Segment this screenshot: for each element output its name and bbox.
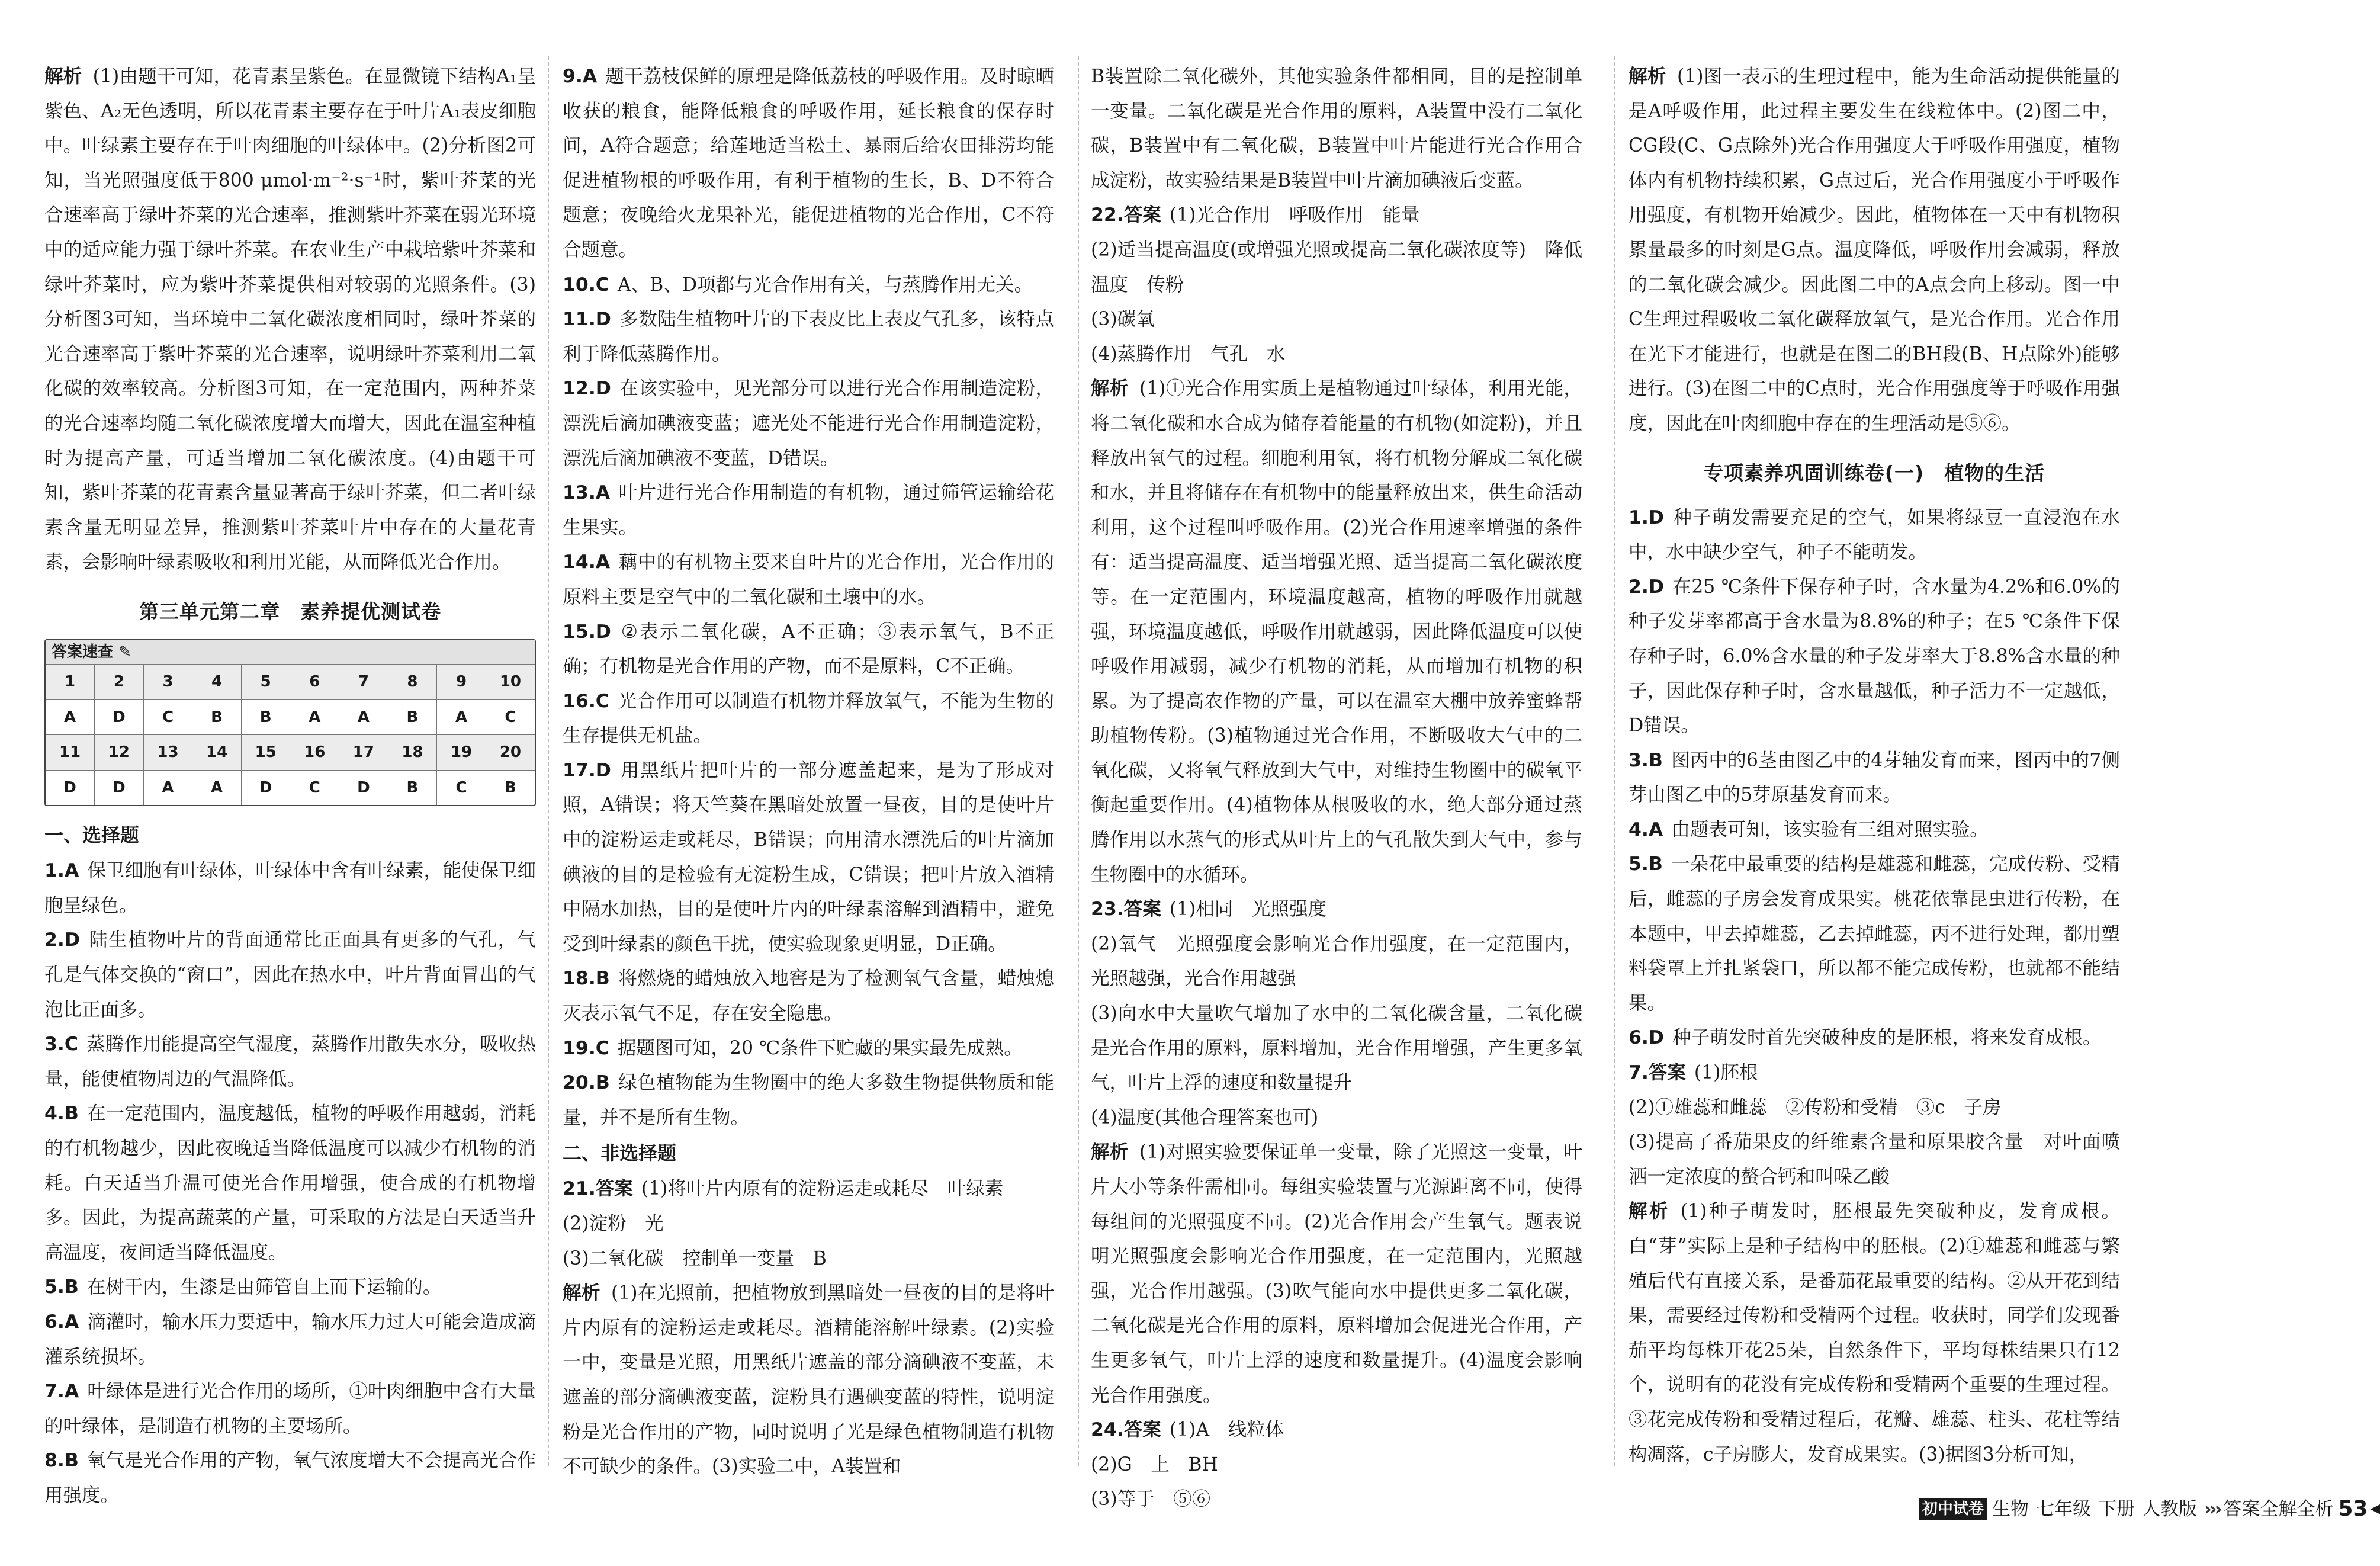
item-number: 15.D <box>563 621 611 643</box>
answer-line <box>1091 892 1582 927</box>
answer-key-cell: 15 <box>241 735 290 771</box>
answer-key-cell: D <box>95 699 144 735</box>
answer-line <box>1091 927 1582 996</box>
item-text: 种子萌发时首先突破种皮的是胚根，将来发育成根。 <box>1672 1027 2102 1049</box>
question-24 <box>1091 1413 1582 1517</box>
answer-line <box>1091 1413 1582 1448</box>
item-text: 在该实验中，见光部分可以进行光合作用制造淀粉，漂洗后滴加碘液变蓝；遮光处不能进行光合作用制造淀粉，漂洗后滴加碘液不变蓝，D错误。 <box>563 378 1054 469</box>
item-number: 5.B <box>1629 853 1663 875</box>
answer-item <box>1629 847 2120 1021</box>
answer-line <box>1091 302 1582 337</box>
item-text: 种子萌发需要充足的空气，如果将绿豆一直浸泡在水中，水中缺少空气，种子不能萌发。 <box>1629 506 2120 563</box>
answer-line <box>1629 1090 2120 1125</box>
item-text: ②表示二氧化碳，A不正确；③表示氧气，B不正确；有机物是光合作用的产物，而不是原料，C不正确。 <box>563 621 1054 678</box>
item-text: 在25 ℃条件下保存种子时，含水量为4.2%和6.0%的种子发芽率都高于含水量为8.8%的种子；在5 ℃条件下保存种子时，6.0%含水量的种子发芽率大于8.8%含水量的种子，因此保存种子时，含水量越低，种子活力不一定越低，D错误。 <box>1629 576 2120 737</box>
part-title: 一、选择题 <box>44 824 140 847</box>
item-number: 20.B <box>563 1072 610 1094</box>
answer-key-cell: C <box>437 770 486 805</box>
answer-item <box>563 268 1054 303</box>
chevron-right-icon: ››› <box>2204 1498 2220 1520</box>
answer-line <box>1091 996 1582 1100</box>
item-text: 图丙中的6茎由图乙中的4芽轴发育而来，图丙中的7侧芽由图乙中的5芽原基发育而来。 <box>1629 749 2120 806</box>
answer-key-cell: 8 <box>388 665 437 699</box>
answer-key-cell: 16 <box>290 735 339 771</box>
answer-item <box>44 1096 536 1270</box>
answer-items <box>563 59 1054 1135</box>
answer-key-cell: D <box>339 770 388 805</box>
answer-item <box>44 1443 536 1513</box>
question-23 <box>1091 892 1582 1413</box>
item-number: 2.D <box>44 929 81 951</box>
answer-text: (3)等于 ⑤⑥ <box>1091 1488 1211 1510</box>
column-2 <box>563 59 1054 1478</box>
item-number: 1.D <box>1629 506 1665 528</box>
item-number: 11.D <box>563 309 611 330</box>
item-number: 18.B <box>563 968 610 990</box>
item-number: 17.D <box>563 759 611 781</box>
answer-item <box>44 1305 536 1374</box>
analysis-tag: 解析 <box>1629 1201 1670 1222</box>
column-4 <box>1629 59 2120 1465</box>
item-text: 用黑纸片把叶片的一部分遮盖起来，是为了形成对照，A错误；将天竺葵在黑暗处放置一昼夜，目的是使叶片中的淀粉运走或耗尽，B错误；向用清水漂洗后的叶片滴加碘液的目的是检验有无淀粉生成，C错误；把叶片放入酒精中隔水加热，目的是使叶片内的叶绿素溶解到酒精中，避免受到叶绿素的颜色干扰，使实验现象更明显，D正确。 <box>563 759 1054 955</box>
item-number: 7.A <box>44 1381 79 1403</box>
item-text: 由题表可知，该实验有三组对照实验。 <box>1671 819 1989 840</box>
analysis-text: (1)种子萌发时，胚根最先突破种皮，发育成根。白“芽”实际上是种子结构中的胚根。(2)①雄蕊和雌蕊与繁殖后代有直接关系，是番茄花最重要的结构。②从开花到结果，需要经过传粉和受精两个过程。收获时，同学们发现番茄平均每株开花25朵，自然条件下，平均每株结果只有12个，说明有的花没有完成传粉和受精两个重要的生理过程。③花完成传粉和受精过程后，花瓣、雄蕊、柱头、花柱等结构凋落，c子房膨大，发育成果实。(3)据图3分析可知， <box>1629 1201 2120 1465</box>
question-22 <box>1091 198 1582 892</box>
question-number: 24.答案 <box>1091 1419 1161 1441</box>
answer-item <box>1629 570 2120 743</box>
answer-text: (1)A 线粒体 <box>1169 1419 1284 1441</box>
item-number: 12.D <box>563 378 611 400</box>
answer-items <box>1629 500 2120 1056</box>
item-text: 将燃烧的蜡烛放入地窖是为了检测氧气含量，蜡烛熄灭表示氧气不足，存在安全隐患。 <box>563 968 1054 1025</box>
answer-key-cell: 5 <box>241 665 290 699</box>
answer-item <box>1629 1021 2120 1055</box>
brand-logo: 初中试卷 <box>1919 1498 1987 1520</box>
answer-text: (1)相同 光照强度 <box>1169 898 1326 920</box>
answer-key-table <box>44 639 536 806</box>
answer-text: (3)向水中大量吹气增加了水中的二氧化碳含量，二氧化碳是光合作用的原料，原料增加，光合作用增强，产生更多氧气，叶片上浮的速度和数量提升 <box>1091 1003 1582 1094</box>
item-text: 保卫细胞有叶绿体，叶绿体中含有叶绿素，能使保卫细胞呈绿色。 <box>44 860 536 916</box>
pencil-icon: ✎ <box>118 643 131 661</box>
answer-text: (1)胚根 <box>1694 1062 1758 1084</box>
answer-line <box>1629 1055 2120 1090</box>
answer-key-row <box>46 735 535 771</box>
column-divider <box>1078 56 1079 1466</box>
answer-key-cell: A <box>46 699 95 735</box>
footer-edition: 人教版 <box>2142 1498 2198 1520</box>
answer-key-cell: 6 <box>290 665 339 699</box>
answer-key-cell: 12 <box>95 735 144 771</box>
answer-item <box>563 684 1054 753</box>
item-number: 9.A <box>563 66 598 87</box>
continued-paragraph: B装置除二氧化碳外，其他实验条件都相同，目的是控制单一变量。二氧化碳是光合作用的原料，A装置中没有二氧化碳，B装置中有二氧化碳，B装置中叶片能进行光合作用合成淀粉，故实验结果是B装置中叶片滴加碘液后变蓝。 <box>1091 66 1582 191</box>
answer-key-title: 答案速查 ✎ <box>46 640 535 665</box>
answer-line <box>563 1241 1054 1276</box>
item-number: 3.C <box>44 1034 79 1055</box>
answer-key-cell: B <box>388 770 437 805</box>
answer-text: (3)提高了番茄果皮的纤维素含量和原果胶含量 对叶面喷洒一定浓度的螯合钙和叫哚乙酸 <box>1629 1131 2120 1188</box>
answer-item <box>563 753 1054 962</box>
item-number: 2.D <box>1629 576 1665 598</box>
answer-text: (2)淀粉 光 <box>563 1213 664 1234</box>
page-footer <box>1919 1493 2380 1526</box>
answer-key-cell: 1 <box>46 665 95 699</box>
answer-line <box>563 1206 1054 1241</box>
answer-items <box>44 853 536 1513</box>
answer-key-cell: 19 <box>437 735 486 771</box>
answer-line <box>1091 1100 1582 1135</box>
answer-key-cell: D <box>95 770 144 805</box>
analysis-tag: 解析 <box>1091 378 1129 400</box>
answer-key-row <box>46 770 535 805</box>
answer-item <box>563 545 1054 614</box>
item-text: 蒸腾作用能提高空气湿度，蒸腾作用散失水分，吸收热量，能使植物周边的气温降低。 <box>44 1034 536 1090</box>
footer-grade: 七年级 <box>2036 1498 2092 1520</box>
answer-key-cell: 2 <box>95 665 144 699</box>
answer-item <box>44 853 536 923</box>
section-title: 专项素养巩固训练卷(一) 植物的生活 <box>1703 461 2045 484</box>
answer-item <box>563 961 1054 1031</box>
answer-key-cell: 14 <box>192 735 242 771</box>
item-number: 5.B <box>44 1276 79 1298</box>
answer-line <box>1091 1482 1582 1517</box>
answer-text: (1)将叶片内原有的淀粉运走或耗尽 叶绿素 <box>641 1178 1004 1200</box>
answer-item <box>1629 813 2120 848</box>
item-text: 滴灌时，输水压力要适中，输水压力过大可能会造成滴灌系统损坏。 <box>44 1311 536 1368</box>
answer-line <box>1091 198 1582 233</box>
analysis-paragraph: 解析 (1)由题干可知，花青素呈紫色。在显微镜下结构A₁呈紫色、A₂无色透明，所以花青素主要存在于叶片A₁表皮细胞中。叶绿素主要存在于叶肉细胞的叶绿体中。(2)分析图2可知，当光照强度低于800 μmol·m⁻²·s⁻¹时，紫叶芥菜的光合速率高于绿叶芥菜的光合速率，推测紫叶芥菜在弱光环境中的适应能力强于绿叶芥菜。在农业生产中栽培紫叶芥菜和绿叶芥菜时，应为紫叶芥菜提供相对较弱的光照条件。(3)分析图3可知，当环境中二氧化碳浓度相同时，绿叶芥菜的光合速率高于紫叶芥菜的光合速率，说明绿叶芥菜利用二氧化碳的效率较高。分析图3可知，在一定范围内，两种芥菜的光合速率均随二氧化碳浓度增大而增大，因此在温室种植时为提高产量，可适当增加二氧化碳浓度。(4)由题干可知，紫叶芥菜的花青素含量显著高于绿叶芥菜，但二者叶绿素含量无明显差异，推测紫叶芥菜叶片中存在的大量花青素，会影响叶绿素吸收和利用光能，从而降低光合作用。 <box>44 66 536 573</box>
triangle-left-icon: ◀ <box>2370 1501 2380 1516</box>
part-title: 二、非选择题 <box>563 1142 677 1165</box>
answer-item <box>1629 743 2120 813</box>
answer-key-cell: C <box>290 770 339 805</box>
item-number: 4.B <box>44 1103 79 1125</box>
item-text: 题干荔枝保鲜的原理是降低荔枝的呼吸作用。及时晾晒收获的粮食，能降低粮食的呼吸作用，延长粮食的保存时间，A符合题意；给莲地适当松土、暴雨后给农田排涝均能促进植物根的呼吸作用，有利于植物的生长，B、D不符合题意；夜晚给火龙果补光，能促进植物的光合作用，C不符合题意。 <box>563 66 1054 261</box>
answer-key-cell: 7 <box>339 665 388 699</box>
question-number: 21.答案 <box>563 1178 633 1200</box>
answer-line <box>563 1172 1054 1206</box>
item-number: 14.A <box>563 551 611 573</box>
item-text: 叶绿体是进行光合作用的场所，①叶肉细胞中含有大量的叶绿体，是制造有机物的主要场所。 <box>44 1381 536 1437</box>
item-number: 10.C <box>563 274 609 296</box>
answer-key-cell: B <box>388 699 437 735</box>
answer-text: (2)适当提高温度(或增强光照或提高二氧化碳浓度等) 降低温度 传粉 <box>1091 239 1582 296</box>
answer-item <box>563 371 1054 476</box>
item-number: 16.C <box>563 690 609 712</box>
item-text: 叶片进行光合作用制造的有机物，通过筛管运输给花生果实。 <box>563 482 1054 538</box>
answer-item <box>44 923 536 1027</box>
answer-text: (4)蒸腾作用 气孔 水 <box>1091 343 1286 365</box>
answer-key-cell: 17 <box>339 735 388 771</box>
answer-key-cell: A <box>290 699 339 735</box>
answer-key-row <box>46 699 535 735</box>
page-number: 53 <box>2338 1497 2368 1521</box>
analysis-paragraph: 解析 (1)图一表示的生理过程中，能为生命活动提供能量的是A呼吸作用，此过程主要发生在线粒体中。(2)图二中，CG段(C、G点除外)光合作用强度大于呼吸作用强度，植物体内有机物持续积累，G点过后，光合作用强度小于呼吸作用强度，有机物开始减少。因此，植物体在一天中有机物积累量最多的时刻是G点。温度降低，呼吸作用会减弱，释放的二氧化碳会减少。因此图二中的A点会向上移动。图一中C生理过程吸收二氧化碳释放氧气，是光合作用。光合作用在光下才能进行，也就是在图二的BH段(B、H点除外)能够进行。(3)在图二中的C点时，光合作用强度等于呼吸作用强度，因此在叶肉细胞中存在的生理活动是⑤⑥。 <box>1629 66 2120 434</box>
item-text: 氧气是光合作用的产物，氧气浓度增大不会提高光合作用强度。 <box>44 1450 536 1506</box>
answer-item <box>563 1066 1054 1135</box>
answer-key-cell: C <box>486 699 535 735</box>
item-text: 光合作用可以制造有机物并释放氧气，不能为生物的生存提供无机盐。 <box>563 690 1054 747</box>
item-number: 6.A <box>44 1311 79 1333</box>
answer-key-grid <box>46 665 535 805</box>
answer-line <box>1091 1448 1582 1482</box>
answer-item <box>44 1027 536 1096</box>
answer-text: (1)光合作用 呼吸作用 能量 <box>1169 204 1420 226</box>
column-3 <box>1091 59 1582 1510</box>
item-number: 8.B <box>44 1450 79 1472</box>
answer-key-cell: D <box>46 770 95 805</box>
item-number: 4.A <box>1629 819 1663 840</box>
answer-key-cell: 10 <box>486 665 535 699</box>
answer-key-cell: A <box>192 770 242 805</box>
item-text: A、B、D项都与光合作用有关，与蒸腾作用无关。 <box>617 274 1033 296</box>
answer-item <box>563 302 1054 371</box>
answer-key-cell: 4 <box>192 665 242 699</box>
answer-key-cell: 9 <box>437 665 486 699</box>
analysis-text: (1)对照实验要保证单一变量，除了光照这一变量，叶片大小等条件需相同。每组实验装置与光源距离不同，使得每组间的光照强度不同。(2)光合作用会产生氧气。题表说明光照强度会影响光合作用强度，在一定范围内，光照越强，光合作用越强。(3)吹气能向水中提供更多二氧化碳，二氧化碳是光合作用的原料，原料增加会促进光合作用，产生更多氧气，叶片上浮的速度和数量提升。(4)温度会影响光合作用强度。 <box>1091 1141 1582 1406</box>
item-text: 一朵花中最重要的结构是雄蕊和雌蕊，完成传粉、受精后，雌蕊的子房会发育成果实。桃花依靠昆虫进行传粉，在本题中，甲去掉雄蕊，乙去掉雌蕊，丙不进行处理，都用塑料袋罩上并扎紧袋口，所以都不能完成传粉，也就都不能结果。 <box>1629 853 2120 1014</box>
answer-key-cell: 13 <box>143 735 192 771</box>
analysis-paragraph <box>1629 1194 2120 1472</box>
item-text: 绿色植物能为生物圈中的绝大多数生物提供物质和能量，并不是所有生物。 <box>563 1072 1054 1128</box>
column-1 <box>44 59 536 1506</box>
answer-text: (4)温度(其他合理答案也可) <box>1091 1106 1319 1128</box>
answer-key-cell: A <box>143 770 192 805</box>
item-text: 陆生植物叶片的背面通常比正面具有更多的气孔，气孔是气体交换的“窗口”，因此在热水中，叶片背面冒出的气泡比正面多。 <box>44 929 536 1021</box>
item-text: 据题图可知，20 ℃条件下贮藏的果实最先成熟。 <box>617 1037 1023 1059</box>
answer-key-cell: A <box>339 699 388 735</box>
answer-text: (2)①雄蕊和雌蕊 ②传粉和受精 ③c 子房 <box>1629 1096 2002 1118</box>
answer-key-cell: 18 <box>388 735 437 771</box>
answer-key-cell: 3 <box>143 665 192 699</box>
item-number: 1.A <box>44 860 79 882</box>
section-title: 第三单元第二章 素养提优测试卷 <box>139 599 441 623</box>
answer-item <box>1629 500 2120 570</box>
answer-key-cell: B <box>192 699 242 735</box>
answer-item <box>563 476 1054 545</box>
answer-line <box>1629 1125 2120 1194</box>
answer-item <box>563 1031 1054 1066</box>
answer-key-cell: D <box>241 770 290 805</box>
item-number: 19.C <box>563 1037 609 1059</box>
analysis-text: (1)在光照前，把植物放到黑暗处一昼夜的目的是将叶片内原有的淀粉运走或耗尽。酒精能溶解叶绿素。(2)实验一中，变量是光照，用黑纸片遮盖的部分滴碘液不变蓝，未遮盖的部分滴碘液变蓝，淀粉具有遇碘变蓝的特性，说明淀粉是光合作用的产物，同时说明了光是绿色植物制造有机物不可缺少的条件。(3)实验二中，A装置和 <box>563 1282 1054 1478</box>
analysis-tag: 解析 <box>1091 1141 1129 1163</box>
item-text: 藕中的有机物主要来自叶片的光合作用，光合作用的原料主要是空气中的二氧化碳和土壤中的水。 <box>563 551 1054 608</box>
question-number: 7.答案 <box>1629 1062 1686 1084</box>
item-text: 在树干内，生漆是由筛管自上而下运输的。 <box>86 1276 442 1298</box>
column-divider <box>548 56 549 1466</box>
answer-item <box>44 1270 536 1305</box>
answer-item <box>44 1374 536 1443</box>
answer-key-cell: B <box>241 699 290 735</box>
footer-subject: 生物 <box>1992 1498 2029 1520</box>
answer-key-cell: A <box>437 699 486 735</box>
analysis-tag: 解析 <box>563 1282 600 1304</box>
item-number: 6.D <box>1629 1027 1665 1049</box>
answer-line <box>1091 337 1582 372</box>
question-7 <box>1629 1055 2120 1472</box>
answer-item <box>563 59 1054 268</box>
footer-volume: 下册 <box>2098 1498 2135 1520</box>
answer-key-cell: B <box>486 770 535 805</box>
answer-key-row <box>46 665 535 699</box>
item-number: 13.A <box>563 482 611 504</box>
answer-text: (2)氧气 光照强度会影响光合作用强度，在一定范围内，光照越强，光合作用越强 <box>1091 933 1582 990</box>
question-21 <box>563 1172 1054 1484</box>
answer-line <box>1091 233 1582 302</box>
item-text: 在一定范围内，温度越低，植物的呼吸作用越弱，消耗的有机物越少，因此夜晚适当降低温度可以减少有机物的消耗。白天适当升温可使光合作用增强，使合成的有机物增多。因此，为提高蔬菜的产量，可采取的方法是白天适当升高温度，夜间适当降低温度。 <box>44 1103 536 1263</box>
answer-text: (2)G 上 BH <box>1091 1453 1218 1475</box>
analysis-paragraph <box>563 1276 1054 1484</box>
answer-key-cell: 11 <box>46 735 95 771</box>
answer-text: (3)碳氧 <box>1091 309 1155 330</box>
answer-key-cell: C <box>143 699 192 735</box>
analysis-paragraph <box>1091 1135 1582 1413</box>
answer-item <box>563 615 1054 684</box>
answer-text: (3)二氧化碳 控制单一变量 B <box>563 1247 827 1269</box>
answer-key-cell: 20 <box>486 735 535 771</box>
question-number: 22.答案 <box>1091 204 1161 226</box>
item-number: 3.B <box>1629 749 1663 771</box>
question-number: 23.答案 <box>1091 898 1161 920</box>
item-text: 多数陆生植物叶片的下表皮比上表皮气孔多，该特点利于降低蒸腾作用。 <box>563 309 1054 365</box>
analysis-paragraph <box>1091 371 1582 892</box>
analysis-text: (1)①光合作用实质上是植物通过叶绿体，利用光能，将二氧化碳和水合成为储存着能量的有机物(如淀粉)，并且释放出氧气的过程。细胞利用氧，将有机物分解成二氧化碳和水，并且将储存在有机物中的能量释放出来，供生命活动利用，这个过程叫呼吸作用。(2)光合作用速率增强的条件有：适当提高温度、适当增强光照、适当提高二氧化碳浓度等。在一定范围内，环境温度越高，植物的呼吸作用就越强，环境温度越低，呼吸作用就越弱，因此降低温度可以使呼吸作用减弱，减少有机物的消耗，从而增加有机物的积累。为了提高农作物的产量，可以在温室大棚中放养蜜蜂帮助植物传粉。(3)植物通过光合作用，不断吸收大气中的二氧化碳，又将氧气释放到大气中，对维持生物圈中的碳氧平衡起重要作用。(4)植物体从根吸收的水，绝大部分通过蒸腾作用以水蒸气的形式从叶片上的气孔散失到大气中，参与生物圈中的水循环。 <box>1091 378 1582 885</box>
column-divider <box>1614 56 1615 1466</box>
footer-book: 答案全解全析 <box>2223 1498 2334 1520</box>
